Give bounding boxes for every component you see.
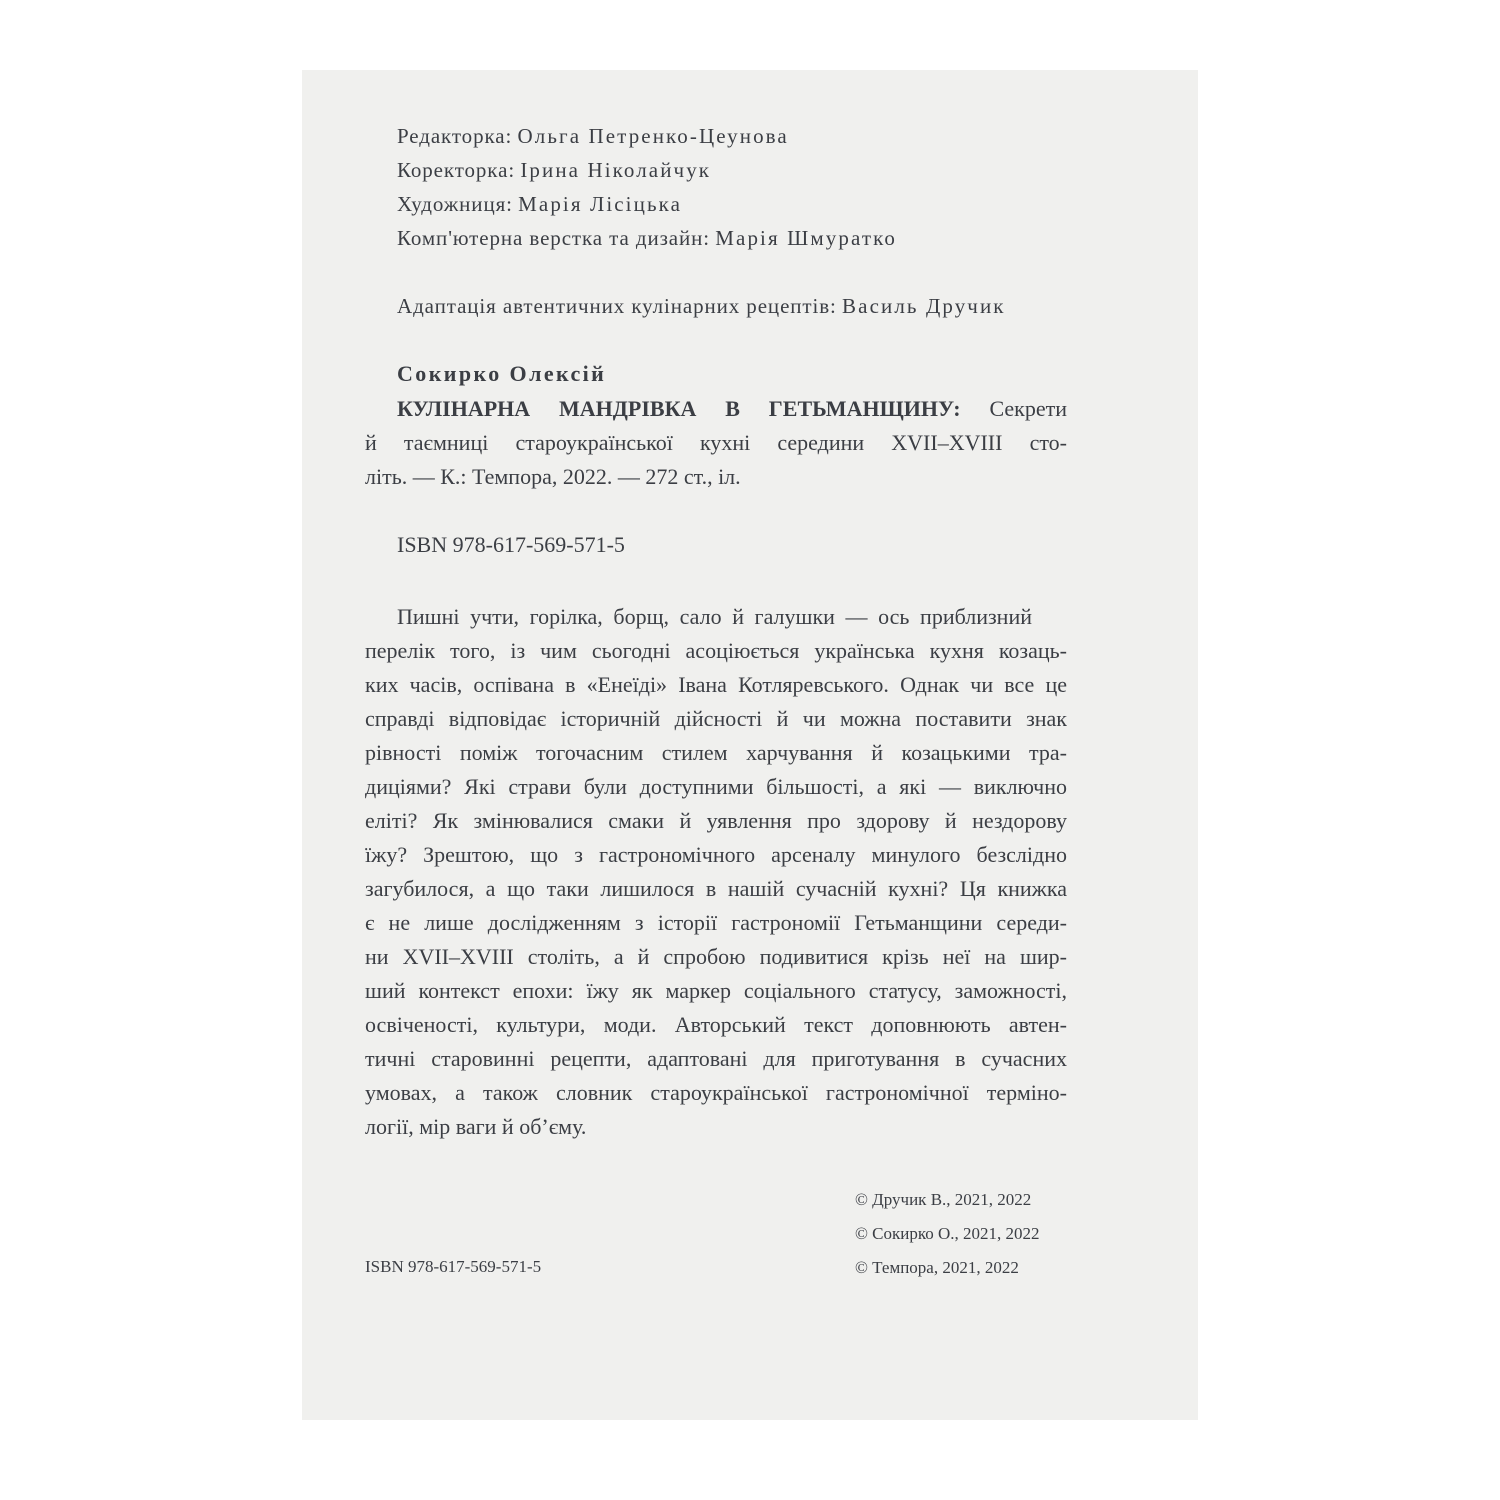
credit-name: Ольга Петренко-Цеунова (517, 124, 789, 148)
credit-line-editor (365, 119, 1067, 153)
annotation-line: ни XVII–XVIII століть, а й спробою подивитися крізь неї на шир- (365, 944, 1067, 969)
copyright-line: © Сокирко О., 2021, 2022 (855, 1224, 1040, 1243)
credit-line-proofreader (365, 153, 1067, 187)
credit-line-artist (365, 187, 1067, 221)
annotation-line: тичні старовинні рецепти, адаптовані для приготування в сучасних (365, 1046, 1067, 1071)
isbn: ISBN 978-617-569-571-5 (397, 532, 625, 557)
adaptation-credit (365, 289, 1067, 323)
credit-name: Ірина Ніколайчук (520, 158, 712, 182)
annotation-line: справді відповідає історичній дійсності й чи можна поставити знак (365, 706, 1067, 731)
credit-name: Василь Дручик (842, 294, 1006, 318)
annotation-line: загубилося, а що таки лишилося в нашій сучасній кухні? Ця книжка (365, 876, 1067, 901)
annotation-line: Пишні учти, горілка, борщ, сало й галушки — ось приблизний (397, 604, 1032, 629)
annotation-line: освіченості, культури, моди. Авторський текст доповнюють автен- (365, 1012, 1067, 1037)
bibliographic-record (365, 392, 1067, 494)
credit-role: Художниця: (397, 192, 513, 216)
credits-block (365, 119, 1067, 255)
book-title: КУЛІНАРНА МАНДРІВКА В ГЕТЬМАНЩИНУ: (397, 396, 961, 421)
credit-line-adaptation (365, 289, 1067, 323)
annotation-line: еліті? Як змінювалися смаки й уявлення про здорову й нездорову (365, 808, 1067, 833)
annotation-line: ший контекст епохи: їжу як маркер соціального статусу, заможності, (365, 978, 1067, 1003)
annotation (365, 600, 1067, 1144)
annotation-line: їжу? Зрештою, що з гастрономічного арсеналу минулого безслідно (365, 842, 1067, 867)
bib-line: літь. — К.: Темпора, 2022. — 272 ст., іл. (365, 464, 741, 489)
annotation-line: перелік того, із чим сьогодні асоціюється українська кухня козаць- (365, 638, 1067, 663)
credit-role: Коректорка: (397, 158, 516, 182)
credit-role: Редакторка: (397, 124, 513, 148)
annotation-line: є не лише дослідженням з історії гастрономії Гетьманщини середи- (365, 910, 1067, 935)
annotation-line: диціями? Які страви були доступними більшості, а які — виключно (365, 774, 1067, 799)
bib-line (365, 392, 1067, 426)
isbn-footer: ISBN 978-617-569-571-5 (365, 1257, 542, 1276)
book-page (302, 70, 1198, 1420)
author-name: Сокирко Олексій (397, 361, 607, 386)
credit-role: Комп'ютерна верстка та дизайн: (397, 226, 711, 250)
copyright-block (855, 1183, 1040, 1285)
bib-line: й таємниці староукраїнської кухні середини XVII–XVIII сто- (365, 430, 1067, 455)
annotation-line: рівності поміж тогочасним стилем харчування й козацькими тра- (365, 740, 1067, 765)
credit-role: Адаптація автентичних кулінарних рецептів: (397, 294, 837, 318)
copyright-line: © Дручик В., 2021, 2022 (855, 1190, 1032, 1209)
credit-line-layout (365, 221, 1067, 255)
credit-name: Марія Шмуратко (715, 226, 897, 250)
credit-name: Марія Лісіцька (518, 192, 683, 216)
annotation-line: ких часів, оспівана в «Енеїді» Івана Котляревського. Однак чи все це (365, 672, 1067, 697)
bib-text: Секрети (989, 396, 1068, 421)
copyright-line: © Темпора, 2021, 2022 (855, 1258, 1019, 1277)
annotation-line: умовах, а також словник староукраїнської гастрономічної терміно- (365, 1080, 1067, 1105)
annotation-line: логії, мір ваги й об’єму. (365, 1114, 587, 1139)
